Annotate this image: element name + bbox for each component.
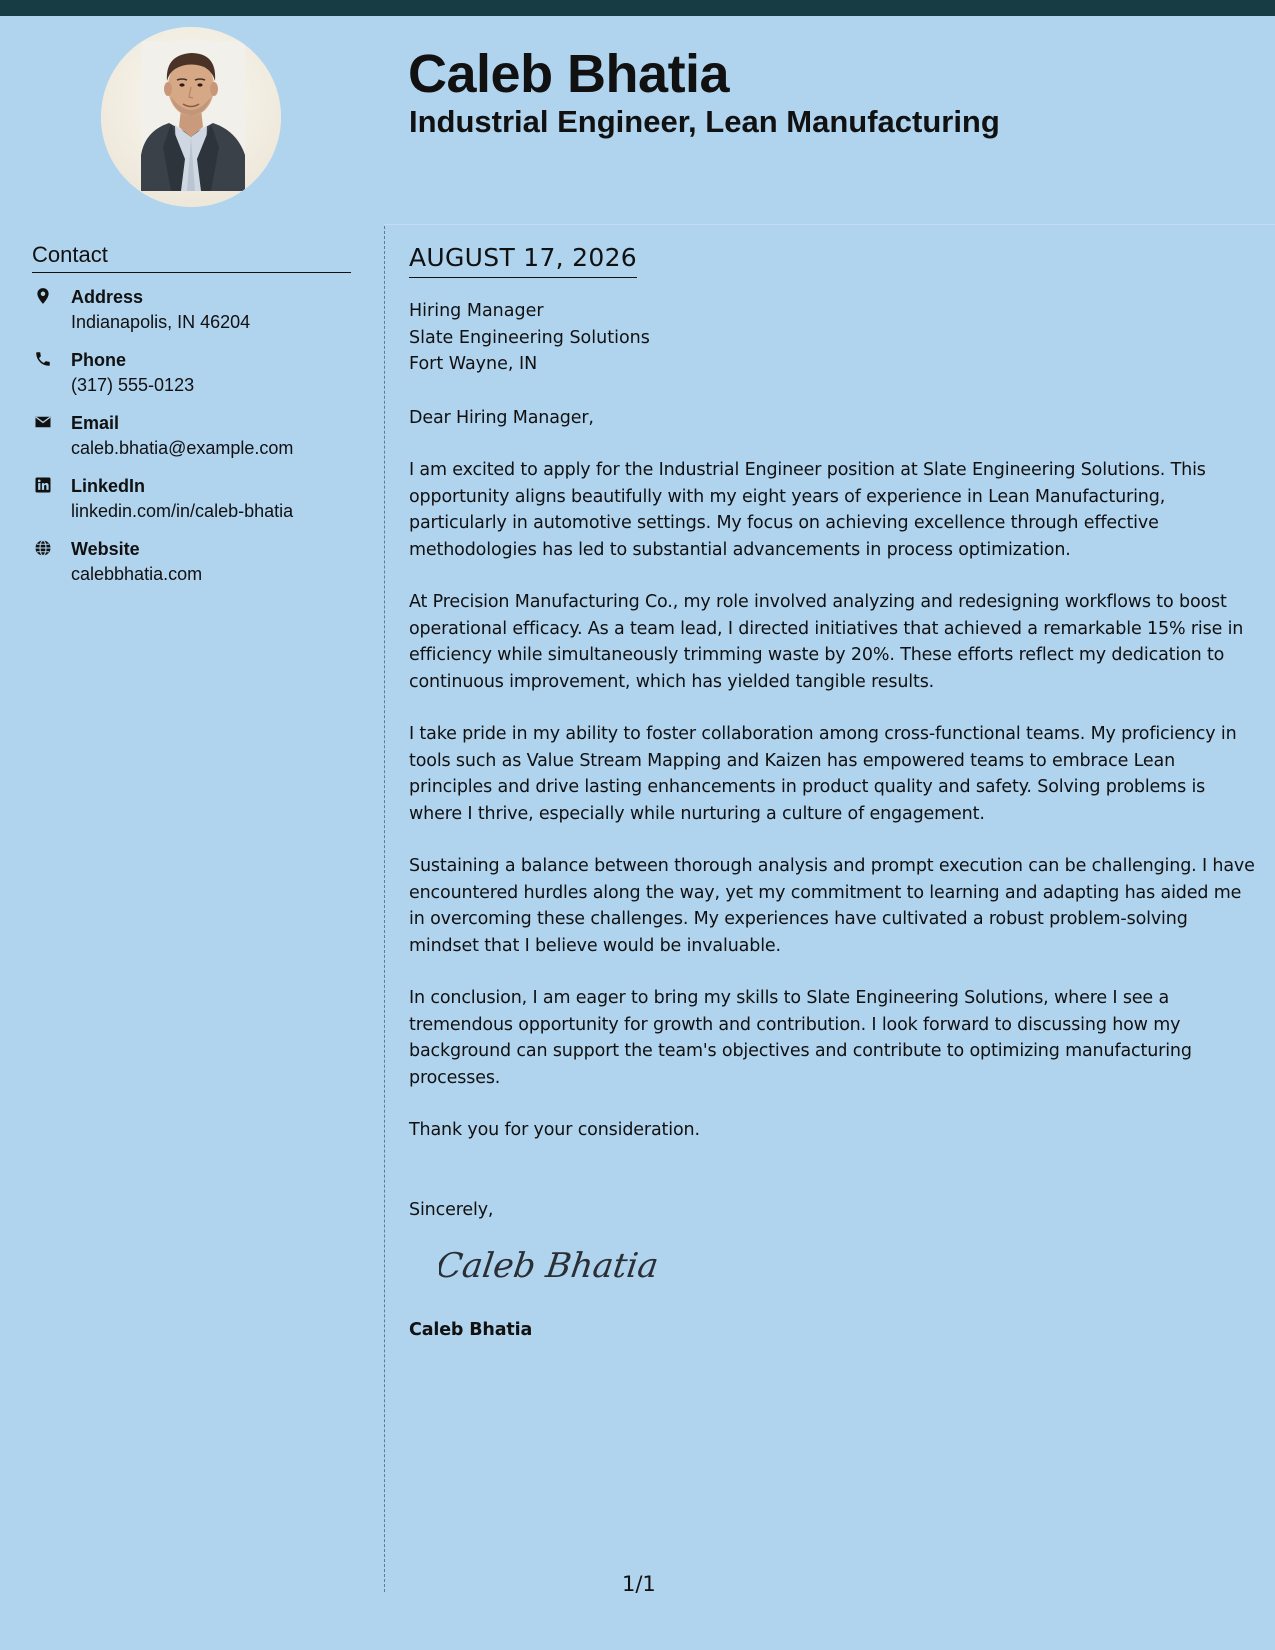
contact-item-email <box>32 412 372 475</box>
signature-text: Caleb Bhatia <box>439 1246 659 1286</box>
salutation: Dear Hiring Manager, <box>409 407 594 428</box>
body-paragraph: At Precision Manufacturing Co., my role involved analyzing and redesigning workflows to boost operational efficacy. As a team lead, I directed initiatives that achieved a remarkable 15% rise in efficiency while simultaneously trimming waste by 20%. These efforts reflect my dedication to continuous improvement, which has yielded tangible results. <box>409 592 1244 692</box>
website-value[interactable]: calebbhatia.com <box>71 564 203 584</box>
recipient-line: Hiring Manager <box>409 301 544 321</box>
top-bar <box>0 0 1275 16</box>
linkedin-icon <box>34 476 52 494</box>
contact-label: Email <box>71 413 120 433</box>
email-value[interactable]: caleb.bhatia@example.com <box>71 438 294 458</box>
contact-label: Address <box>71 287 144 307</box>
signature-image <box>439 1233 1255 1295</box>
address-value: Indianapolis, IN 46204 <box>71 312 251 332</box>
letter-date: AUGUST 17, 2026 <box>409 241 637 278</box>
phone-value: (317) 555-0123 <box>71 375 195 395</box>
applicant-title: Industrial Engineer, Lean Manufacturing <box>409 104 1000 139</box>
profile-photo <box>101 27 281 207</box>
phone-icon <box>34 350 52 368</box>
linkedin-value[interactable]: linkedin.com/in/caleb-bhatia <box>71 501 294 521</box>
handwritten-signature <box>439 1233 659 1295</box>
thank-you-line: Thank you for your consideration. <box>409 1120 700 1140</box>
applicant-name: Caleb Bhatia <box>408 44 730 104</box>
recipient-line: Fort Wayne, IN <box>409 354 538 374</box>
contact-label: Website <box>71 539 140 559</box>
body-paragraph: Sustaining a balance between thorough analysis and prompt execution can be challenging. I have encountered hurdles along the way, yet my commitment to learning and adapting has aided me in overcoming these challenges. My experiences have cultivated a robust problem-solving mindset that I believe would be invaluable. <box>409 856 1255 956</box>
contact-label: LinkedIn <box>71 476 146 496</box>
contact-item-phone <box>32 349 372 412</box>
envelope-icon <box>34 413 52 431</box>
portrait-image <box>101 27 281 207</box>
recipient-line: Slate Engineering Solutions <box>409 327 650 348</box>
contact-item-website <box>32 538 372 601</box>
globe-icon <box>34 539 52 557</box>
closing: Sincerely, <box>409 1199 494 1220</box>
contact-heading: Contact <box>32 240 351 273</box>
body-paragraph: I take pride in my ability to foster collaboration among cross-functional teams. My proficiency in tools such as Value Stream Mapping and Kaizen has empowered teams to embrace Lean principles and drive lasting enhancements in product quality and safety. Solving problems is where I thrive, especially while nurturing a culture of engagement. <box>409 724 1237 824</box>
signed-name: Caleb Bhatia <box>409 1320 533 1340</box>
page-number: 1/1 <box>622 1572 656 1596</box>
contact-list <box>32 286 372 601</box>
body-paragraph: I am excited to apply for the Industrial Engineer position at Slate Engineering Solutions. This opportunity aligns beautifully with my eight years of experience in Lean Manufacturing, particularly in automotive settings. My focus on achieving excellence through effective methodologies has led to substantial advancements in process optimization. <box>409 460 1206 560</box>
header-divider <box>384 224 1275 225</box>
recipient-block <box>409 298 1255 378</box>
contact-label: Phone <box>71 350 127 370</box>
letter-body <box>409 241 1255 1370</box>
contact-item-address <box>32 286 372 349</box>
contact-item-linkedin <box>32 475 372 538</box>
column-divider <box>384 226 385 1592</box>
map-pin-icon <box>34 287 52 305</box>
body-paragraph: In conclusion, I am eager to bring my skills to Slate Engineering Solutions, where I see a tremendous opportunity for growth and contribution. I look forward to discussing how my background can support the team's objectives and contribute to optimizing manufacturing processes. <box>409 988 1192 1088</box>
